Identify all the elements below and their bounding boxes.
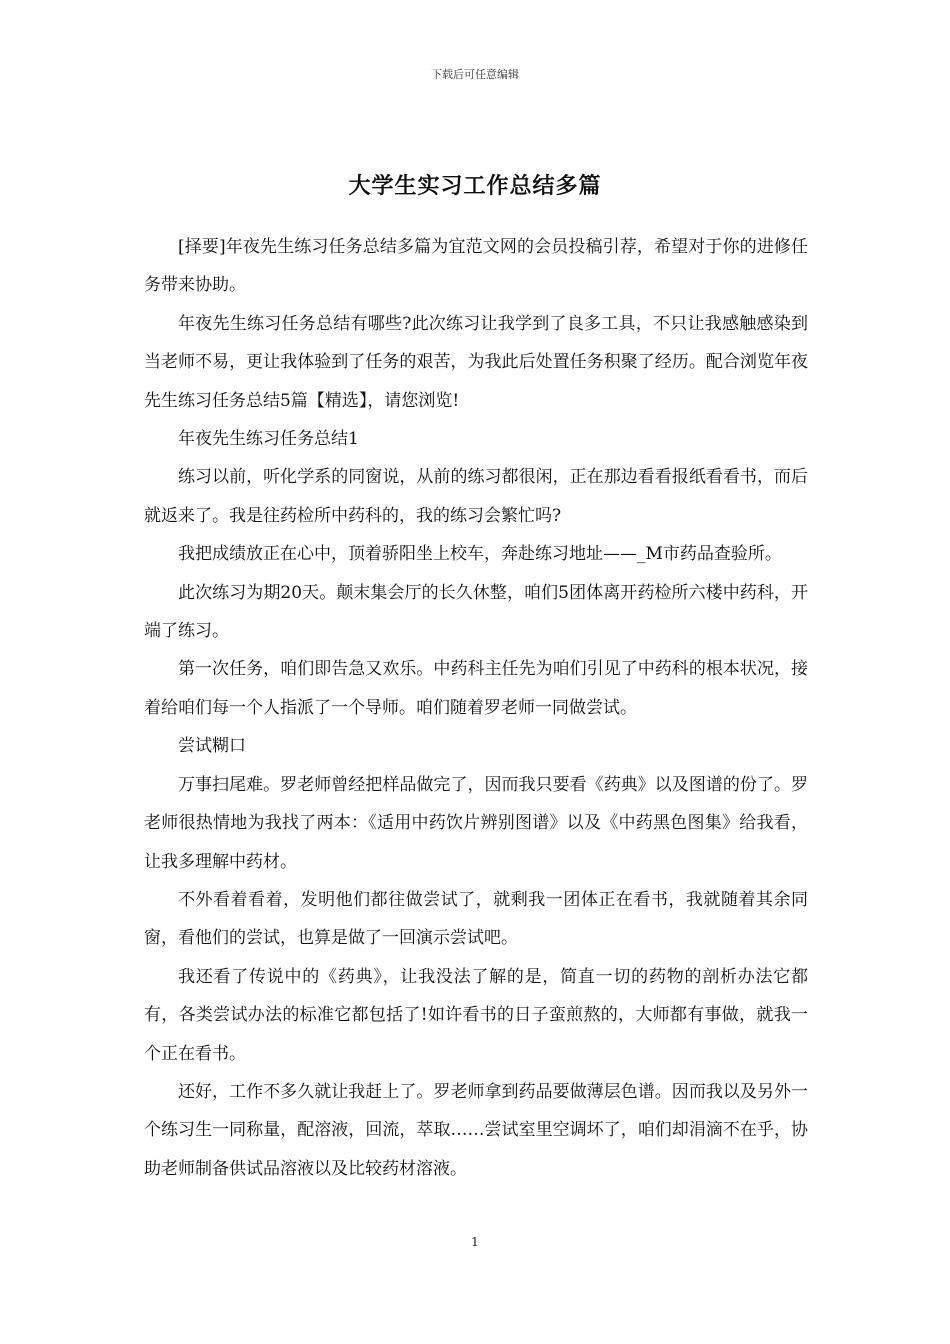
paragraph: 还好，工作不多久就让我赶上了。罗老师拿到药品要做薄层色谱。因而我以及另外一个练习生一同称量，配溶液，回流，萃取……尝试室里空调坏了，咱们却涓滴不在乎，协助老师制备供试品溶液以及比较药材溶液。 — [144, 1081, 808, 1179]
page-number: 1 — [471, 1235, 479, 1249]
subheading-lab-life: 尝试糊口 — [178, 736, 246, 757]
paragraph: 不外看着看着，发明他们都往做尝试了，就剩我一团体正在看书，我就随着其余同窗，看他们的尝试，也算是做了一回演示尝试吧。 — [144, 889, 808, 949]
paragraph-intro: 年夜先生练习任务总结有哪些?此次练习让我学到了良多工具，不只让我感触感染到当老师不易，更让我体验到了任务的艰苦，为我此后处置任务积聚了经历。配合浏览年夜先生练习任务总结5篇【精选】，请您浏览! — [144, 313, 808, 411]
header-note: 下载后可任意编辑 — [431, 68, 519, 81]
paragraph: 我还看了传说中的《药典》，让我没法了解的是，简直一切的药物的剖析办法它都有，各类尝试办法的标准它都包括了!如许看书的日子蛮煎熬的，大师都有事做，就我一个正在看书。 — [144, 966, 808, 1064]
paragraph: 第一次任务，咱们即告急又欢乐。中药科主任先为咱们引见了中药科的根本状况，接着给咱们每一个人指派了一个导师。咱们随着罗老师一同做尝试。 — [144, 659, 808, 718]
paragraph-abstract: [择要]年夜先生练习任务总结多篇为宜范文网的会员投稿引荐，希望对于你的进修任务带来协助。 — [144, 237, 808, 296]
document-body — [144, 228, 808, 1188]
document-title: 大学生实习工作总结多篇 — [348, 172, 602, 199]
paragraph: 万事扫尾难。罗老师曾经把样品做完了，因而我只要看《药典》以及图谱的份了。罗老师很热情地为我找了两本：《适用中药饮片辨别图谱》以及《中药黑色图集》给我看，让我多理解中药材。 — [144, 774, 808, 872]
paragraph: 我把成绩放正在心中，顶着骄阳坐上校车，奔赴练习地址——_M市药品查验所。 — [178, 544, 782, 565]
paragraph: 此次练习为期20天。颠末集会厅的长久休整，咱们5团体离开药检所六楼中药科，开端了练习。 — [144, 582, 808, 642]
section-heading-1: 年夜先生练习任务总结1 — [178, 429, 359, 450]
paragraph: 练习以前，听化学系的同窗说，从前的练习都很闲，正在那边看看报纸看看书，而后就返来了。我是往药检所中药科的，我的练习会繁忙吗? — [144, 467, 808, 526]
